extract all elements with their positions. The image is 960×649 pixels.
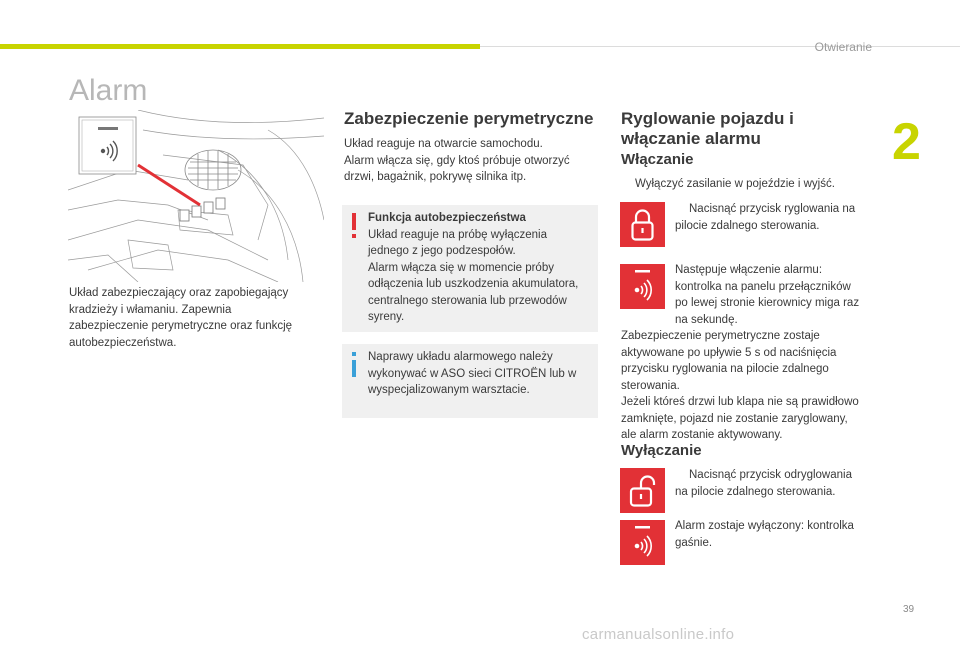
alarm-switch-illustration xyxy=(68,110,324,282)
perimeter-intro: Układ reaguje na otwarcie samochodu. Alarm włącza się, gdy ktoś próbuje otworzyć drzwi, bagażnik, pokrywę silnika itp. xyxy=(344,138,570,183)
page-title: Alarm xyxy=(69,74,148,107)
padlock-locked-icon xyxy=(620,202,665,247)
activation-step2 xyxy=(675,201,885,234)
locking-heading: Ryglowanie pojazdu i włączanie alarmu xyxy=(621,109,794,148)
chapter-number: 2 xyxy=(892,113,921,171)
padlock-unlocked-icon xyxy=(620,468,665,513)
deactivation-result: Alarm zostaje wyłączony: kontrolka gaśnie. xyxy=(675,520,854,549)
alarm-indicator-icon xyxy=(620,520,665,565)
warning-box xyxy=(342,205,598,332)
header-accent-bar xyxy=(0,44,480,49)
activation-step1-text: Wyłączyć zasilanie w pojeździe i wyjść. xyxy=(635,178,835,190)
header-divider xyxy=(480,46,960,47)
activation-step1 xyxy=(621,176,871,193)
warning-text: Układ reaguje na próbę wyłączenia jednego z jego podzespołów. Alarm włącza się w momencie próby odłączenia lub uszkodzenia akumulatora, centralnego sterowania lub przewodów syreny. xyxy=(368,228,579,323)
page-number: 39 xyxy=(903,604,915,615)
info-icon xyxy=(348,350,360,380)
info-box xyxy=(342,344,598,418)
activation-note: Zabezpieczenie perymetryczne zostaje aktywowane po upływie 5 s od naciśnięcia przycisku ryglowania na pilocie zdalnego sterowania. Jeżeli któreś drzwi lub klapa nie są prawidłowo zamknięte, pojazd nie zostanie zaryglowany, ale alarm zostanie aktywowany. xyxy=(621,330,859,441)
alarm-caption: Układ zabezpieczający oraz zapobiegający kradzieży i włamaniu. Zapewnia zabezpieczenie perymetryczne oraz funkcję autobezpieczeństwa. xyxy=(69,287,293,349)
activation-step2-text: Nacisnąć przycisk ryglowania na pilocie zdalnego sterowania. xyxy=(675,203,856,232)
deactivation-step xyxy=(675,467,885,500)
deactivation-step-text: Nacisnąć przycisk odryglowania na pilocie zdalnego sterowania. xyxy=(675,469,852,498)
activation-result: Następuje włączenie alarmu: kontrolka na panelu przełączników po lewej stronie kierownicy miga raz na sekundę. xyxy=(675,264,860,326)
activation-heading: Włączanie xyxy=(621,151,694,168)
perimeter-heading: Zabezpieczenie perymetryczne xyxy=(344,109,594,128)
deactivation-heading: Wyłączanie xyxy=(621,442,702,459)
section-label: Otwieranie xyxy=(814,40,872,54)
exclamation-icon xyxy=(348,211,360,241)
watermark: carmanualsonline.info xyxy=(582,626,735,643)
alarm-indicator-icon xyxy=(620,264,665,309)
info-text: Naprawy układu alarmowego należy wykonywać w ASO sieci CITROËN lub w wyspecjalizowanym warsztacie. xyxy=(368,351,577,396)
warning-title: Funkcja autobezpieczeństwa xyxy=(368,212,526,224)
